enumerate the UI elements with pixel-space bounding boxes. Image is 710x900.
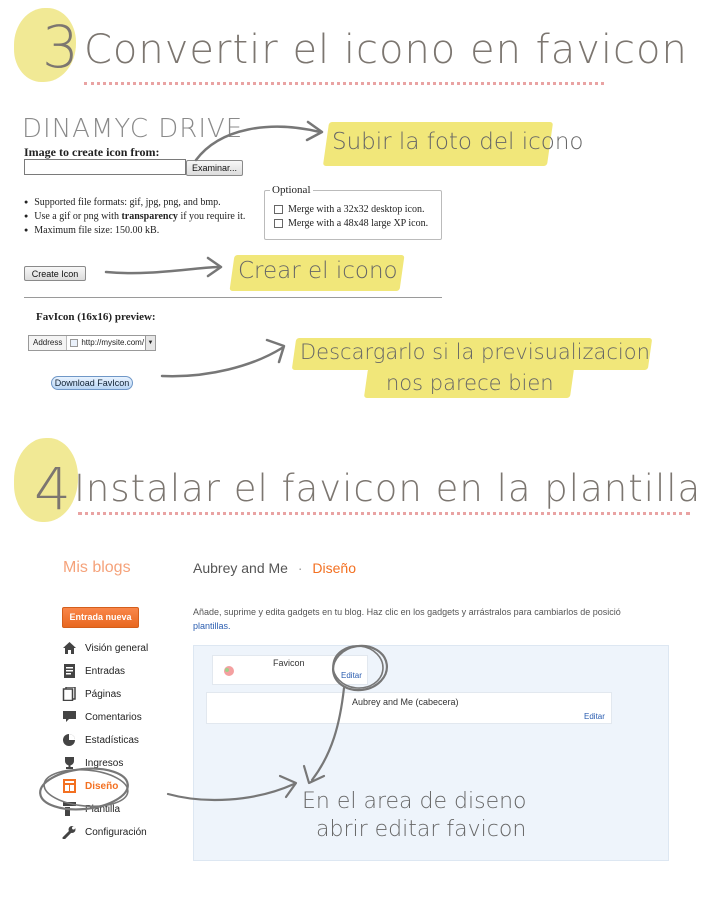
step-3-divider	[84, 82, 604, 85]
pie-chart-icon	[62, 733, 77, 747]
nav-item-stats[interactable]: Estadísticas	[62, 732, 139, 748]
format-note-size: ● Maximum file size: 150.00 kB.	[24, 224, 245, 238]
address-bar	[28, 335, 156, 351]
blogger-logo[interactable]: Mis blogs	[63, 559, 131, 576]
upload-label: Image to create icon from:	[24, 145, 160, 159]
header-gadget-title: Aubrey and Me (cabecera)	[352, 697, 459, 707]
format-note-transparency: ● Use a gif or png with transparency if you require it.	[24, 210, 245, 224]
document-icon	[62, 664, 77, 678]
note-download-line-1: Descargarlo si la previsualizacion	[300, 340, 650, 364]
nav-item-earnings[interactable]: Ingresos	[62, 755, 123, 771]
browse-button[interactable]: Examinar...	[186, 160, 243, 176]
templates-link[interactable]: plantillas.	[193, 621, 231, 631]
address-label: Address	[29, 336, 67, 350]
breadcrumb-separator: ·	[297, 560, 303, 576]
arrow-download	[158, 330, 293, 385]
arrow-to-edit	[296, 684, 356, 794]
circle-diseno-annotation	[36, 764, 134, 814]
note-download-line-2: nos parece bien	[386, 371, 554, 395]
preview-label: FavIcon (16x16) preview:	[36, 311, 156, 323]
blog-name[interactable]: Aubrey and Me	[193, 560, 288, 576]
favicon-edit-link[interactable]: Editar	[341, 671, 362, 680]
blog-breadcrumb	[193, 560, 356, 576]
step-4-number: 4	[34, 455, 71, 523]
comment-icon	[62, 710, 77, 724]
house-icon	[62, 641, 77, 655]
note-blogger-line-1: En el area de diseno	[302, 789, 527, 814]
tool-divider	[24, 297, 442, 298]
create-icon-button[interactable]: Create Icon	[24, 266, 86, 281]
page-icon	[70, 339, 78, 347]
step-4-divider	[78, 512, 690, 515]
nav-item-overview[interactable]: Visión general	[62, 640, 148, 656]
nav-item-layout[interactable]: Diseño	[62, 778, 118, 794]
chevron-down-icon[interactable]: ▼	[145, 336, 155, 350]
nav-item-pages[interactable]: Páginas	[62, 686, 121, 702]
layout-description: Añade, suprime y edita gadgets en tu blog. Haz clic en los gadgets y arrástralos para cambiarlos de posició	[193, 607, 621, 617]
download-favicon-button[interactable]: Download FavIcon	[51, 376, 133, 390]
section-title: Diseño	[312, 560, 356, 576]
note-blogger-line-2: abrir editar favicon	[316, 817, 527, 842]
note-create: Crear el icono	[238, 258, 398, 284]
merge-32-option[interactable]: Merge with a 32x32 desktop icon.	[274, 202, 424, 217]
file-path-input[interactable]	[24, 159, 186, 175]
favicon-thumbnail-icon	[223, 665, 235, 677]
merge-32-checkbox[interactable]	[274, 205, 283, 214]
nav-item-comments[interactable]: Comentarios	[62, 709, 142, 725]
nav-item-posts[interactable]: Entradas	[62, 663, 125, 679]
dynamic-drive-logo: DINAMYC DRIVE	[22, 114, 244, 144]
step-3-number: 3	[42, 13, 79, 81]
favicon-gadget-title: Favicon	[273, 658, 305, 668]
new-post-button[interactable]: Entrada nueva	[62, 607, 139, 628]
wrench-icon	[62, 825, 77, 839]
arrow-from-diseno	[164, 770, 304, 810]
merge-48-checkbox[interactable]	[274, 219, 283, 228]
step-4-title: Instalar el favicon en la plantilla	[74, 467, 702, 510]
format-note-formats: ● Supported file formats: gif, jpg, png, and bmp.	[24, 196, 245, 210]
arrow-create	[100, 254, 230, 284]
step-3-title: Convertir el icono en favicon	[84, 27, 688, 73]
address-field[interactable]: http://mysite.com/	[67, 336, 145, 350]
header-gadget[interactable]	[206, 692, 612, 724]
arrow-upload	[190, 118, 330, 168]
note-upload: Subir la foto del icono	[332, 129, 584, 155]
optional-legend: Optional	[272, 184, 311, 196]
header-edit-link[interactable]: Editar	[584, 712, 605, 721]
merge-48-option[interactable]: Merge with a 48x48 large XP icon.	[274, 216, 428, 231]
pages-icon	[62, 687, 77, 701]
nav-item-settings[interactable]: Configuración	[62, 824, 147, 840]
nav-item-template[interactable]: Plantilla	[62, 801, 120, 817]
format-notes	[24, 196, 245, 238]
